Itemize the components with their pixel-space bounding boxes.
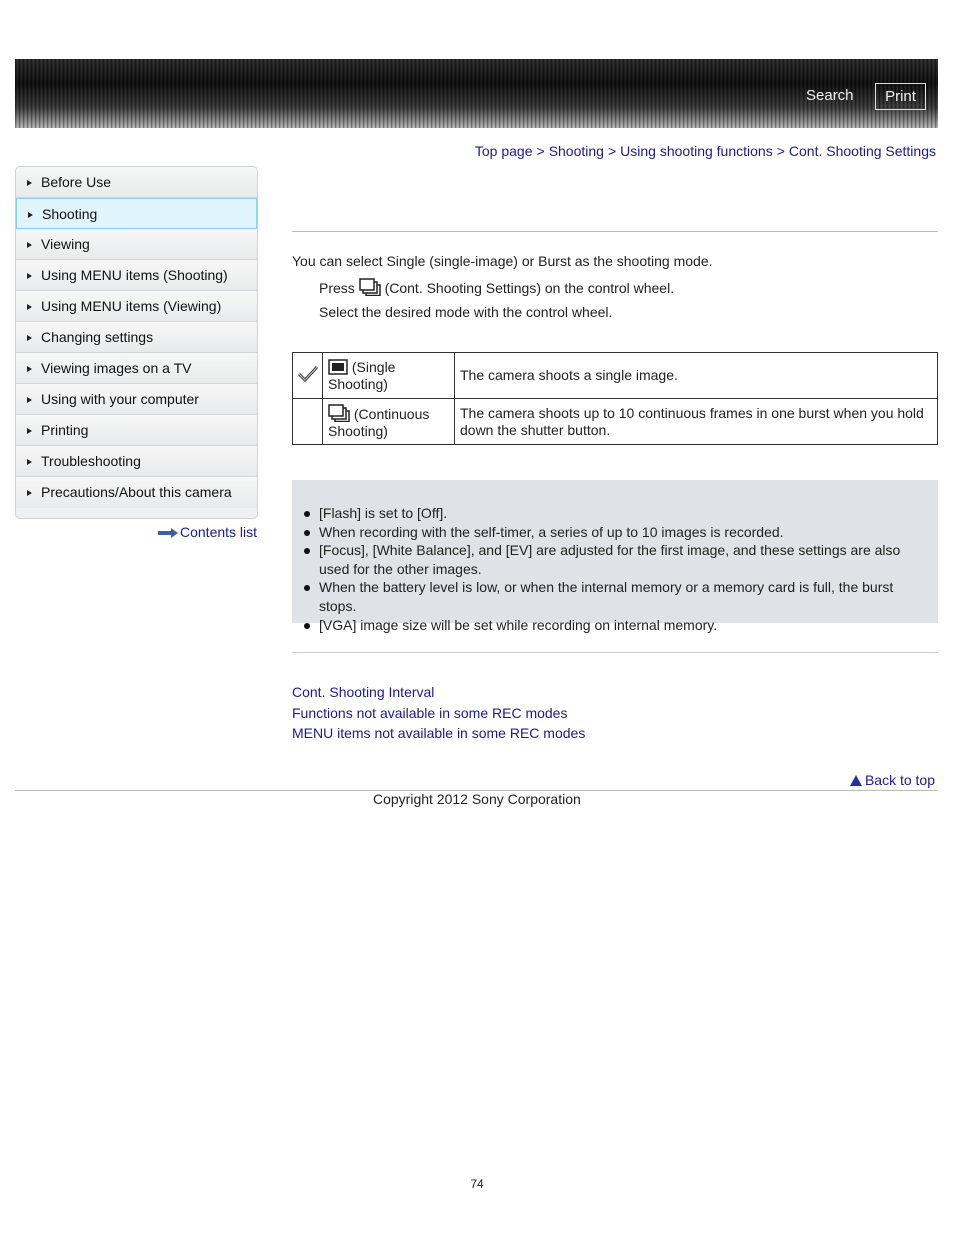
sidebar-item-viewing[interactable] <box>16 229 257 260</box>
list-item: [VGA] image size will be set while recording on internal memory. <box>302 616 928 635</box>
mode-name: (Single Shooting) <box>328 358 396 392</box>
sidebar-item-label: Precautions/About this camera <box>41 484 232 500</box>
arrow-right-icon <box>27 397 32 403</box>
arrow-right-icon <box>27 428 32 434</box>
arrow-right-icon <box>27 180 32 186</box>
sidebar-item-changing-settings[interactable] <box>16 322 257 353</box>
selected-cell <box>293 399 323 445</box>
notes-list <box>302 504 928 634</box>
arrow-right-icon <box>27 459 32 465</box>
checkmark-icon <box>298 365 318 383</box>
sidebar-item-label: Printing <box>41 422 89 438</box>
sidebar-item-viewing-tv[interactable] <box>16 353 257 384</box>
arrow-right-icon <box>27 273 32 279</box>
selected-cell <box>293 353 323 399</box>
sidebar-item-shooting[interactable] <box>16 198 257 229</box>
header-bar <box>15 59 938 128</box>
sidebar-item-printing[interactable] <box>16 415 257 446</box>
related-link-menu-items-not-available[interactable]: MENU items not available in some REC modes <box>292 725 586 741</box>
sidebar-nav <box>15 166 258 519</box>
contents-list-link[interactable] <box>158 524 257 540</box>
step-1-suffix: (Cont. Shooting Settings) on the control wheel. <box>384 280 675 296</box>
sidebar-item-label: Changing settings <box>41 329 154 345</box>
sidebar-item-label: Viewing images on a TV <box>41 360 192 376</box>
sidebar-item-label: Using MENU items (Viewing) <box>41 298 222 314</box>
sidebar-item-menu-shooting[interactable] <box>16 260 257 291</box>
table-row <box>293 353 938 399</box>
arrow-right-icon <box>27 304 32 310</box>
sidebar-item-before-use[interactable] <box>16 167 257 198</box>
arrow-right-icon <box>28 212 33 218</box>
related-link-cont-shooting-interval[interactable]: Cont. Shooting Interval <box>292 684 435 700</box>
arrow-right-icon <box>27 335 32 341</box>
arrow-right-icon <box>27 242 32 248</box>
shooting-modes-table <box>292 352 938 445</box>
sidebar-item-label: Using MENU items (Shooting) <box>41 267 228 283</box>
sidebar-item-precautions[interactable] <box>16 477 257 508</box>
mode-name: (Continuous Shooting) <box>328 405 430 439</box>
related-links <box>292 682 585 744</box>
arrow-right-icon <box>27 366 32 372</box>
title-divider <box>292 231 938 232</box>
mode-description: The camera shoots a single image. <box>455 353 938 399</box>
breadcrumb-shooting[interactable]: Shooting <box>548 143 604 159</box>
step-1 <box>319 278 674 296</box>
list-item: [Flash] is set to [Off]. <box>302 504 928 523</box>
back-to-top-label: Back to top <box>864 772 935 788</box>
table-row <box>293 399 938 445</box>
continuous-shooting-icon <box>328 404 350 422</box>
intro-text: You can select Single (single-image) or Burst as the shooting mode. <box>292 253 713 269</box>
sidebar-item-label: Troubleshooting <box>41 453 141 469</box>
notes-box <box>292 480 938 633</box>
list-item: When the battery level is low, or when the internal memory or a memory card is full, the burst stops. <box>302 578 928 615</box>
copyright-text: Copyright 2012 Sony Corporation <box>373 791 581 807</box>
step-1-prefix: Press <box>319 280 355 296</box>
single-shooting-icon <box>328 359 348 375</box>
list-item: [Focus], [White Balance], and [EV] are adjusted for the first image, and these settings are also used for the other images. <box>302 541 928 578</box>
breadcrumb-cont-shooting-settings[interactable]: Cont. Shooting Settings <box>788 143 936 159</box>
arrow-up-icon <box>850 775 862 786</box>
breadcrumb-separator: > <box>536 143 545 159</box>
arrow-right-icon <box>27 490 32 496</box>
list-item: When recording with the self-timer, a series of up to 10 images is recorded. <box>302 523 928 542</box>
related-divider <box>292 652 938 653</box>
sidebar-item-menu-viewing[interactable] <box>16 291 257 322</box>
mode-name-cell <box>323 399 455 445</box>
search-button[interactable]: Search <box>806 87 854 104</box>
continuous-shooting-icon <box>359 278 381 296</box>
arrow-right-icon <box>158 528 178 538</box>
step-2: Select the desired mode with the control wheel. <box>319 304 613 320</box>
breadcrumb-using-shooting-functions[interactable]: Using shooting functions <box>620 143 773 159</box>
sidebar-item-label: Using with your computer <box>41 391 199 407</box>
mode-description: The camera shoots up to 10 continuous frames in one burst when you hold down the shutter button. <box>455 399 938 445</box>
sidebar-item-label: Shooting <box>42 206 98 222</box>
sidebar-item-troubleshooting[interactable] <box>16 446 257 477</box>
page-number: 74 <box>470 1177 484 1191</box>
sidebar-item-label: Before Use <box>41 174 112 190</box>
breadcrumb-separator: > <box>776 143 785 159</box>
breadcrumb <box>475 143 936 159</box>
breadcrumb-separator: > <box>607 143 617 159</box>
mode-name-cell <box>323 353 455 399</box>
related-link-functions-not-available[interactable]: Functions not available in some REC modes <box>292 704 568 721</box>
contents-list-label: Contents list <box>180 524 258 540</box>
print-button[interactable]: Print <box>875 83 926 110</box>
sidebar-item-computer[interactable] <box>16 384 257 415</box>
sidebar-item-label: Viewing <box>41 236 90 252</box>
back-to-top-link[interactable] <box>850 772 935 788</box>
breadcrumb-top-page[interactable]: Top page <box>474 143 533 159</box>
